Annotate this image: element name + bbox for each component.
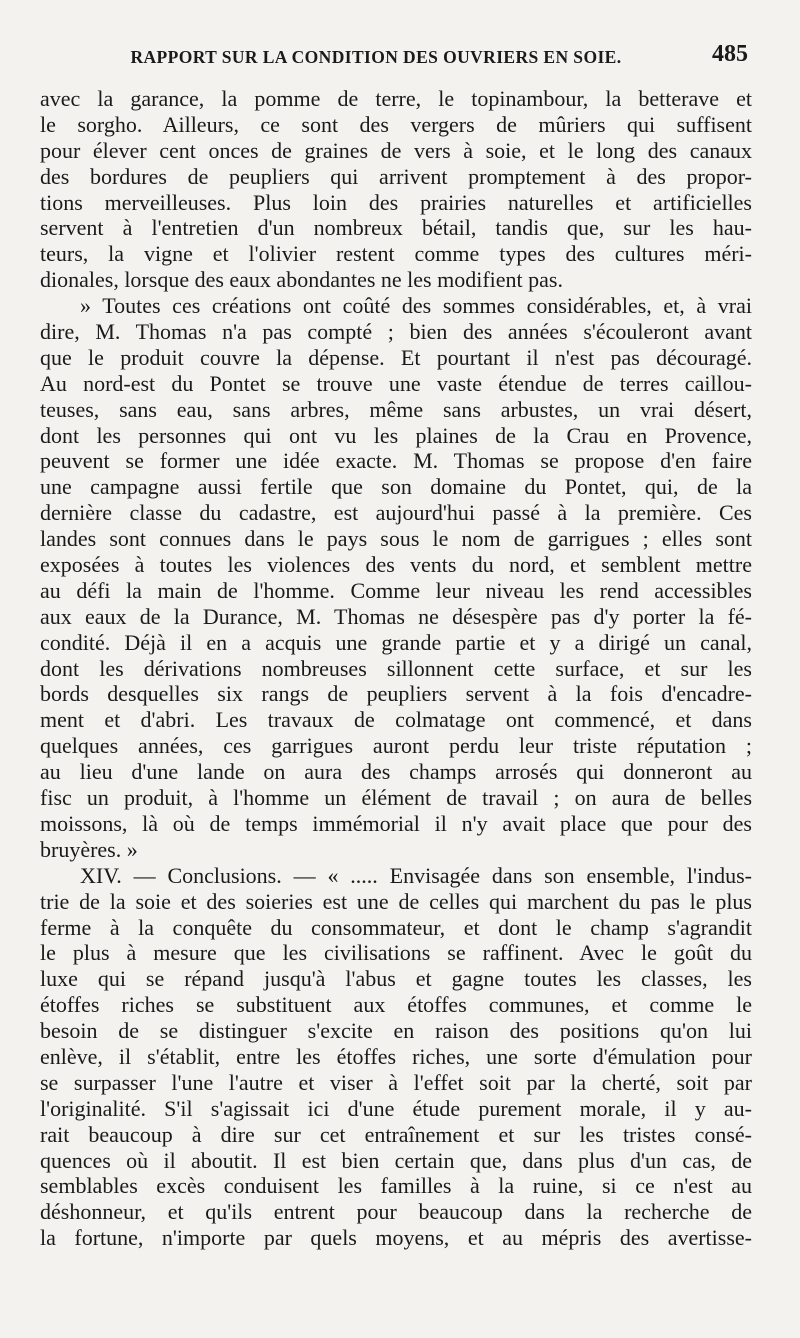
text-line: » Toutes ces créations ont coûté des sommes considérables, et, à vrai bbox=[80, 293, 752, 319]
text-line: luxe qui se répand jusqu'à l'abus et gagne toutes les classes, les bbox=[40, 966, 752, 992]
page-number: 485 bbox=[712, 41, 748, 67]
text-line: pour élever cent onces de graines de vers à soie, et le long des canaux bbox=[40, 137, 752, 163]
text-line: que le produit couvre la dépense. Et pourtant il n'est pas découragé. bbox=[40, 344, 752, 370]
text-line: bords desquelles six rangs de peupliers servent à la fois d'encadre- bbox=[40, 681, 752, 707]
text-line: landes sont connues dans le pays sous le nom de garrigues ; elles sont bbox=[40, 526, 752, 552]
text-line: dire, M. Thomas n'a pas compté ; bien des années s'écouleront avant bbox=[40, 319, 752, 345]
section-heading-line: XIV. — Conclusions. — « ..... Envisagée dans son ensemble, l'indus- bbox=[80, 862, 752, 888]
text-line: le sorgho. Ailleurs, ce sont des vergers de mûriers qui suffisent bbox=[40, 111, 752, 137]
text-line: dernière classe du cadastre, est aujourd'hui passé à la première. Ces bbox=[40, 500, 752, 526]
text-line: quences où il aboutit. Il est bien certain que, dans plus d'un cas, de bbox=[40, 1147, 752, 1173]
text-line: enlève, il s'établit, entre les étoffes riches, une sorte d'émulation pour bbox=[40, 1043, 752, 1069]
text-line: bruyères. » bbox=[40, 836, 138, 862]
text-line: l'originalité. S'il s'agissait ici d'une étude purement morale, il y au- bbox=[40, 1095, 752, 1121]
text-line: fisc un produit, à l'homme un élément de travail ; on aura de belles bbox=[40, 785, 752, 811]
text-line: dont les personnes qui ont vu les plaines de la Crau en Provence, bbox=[40, 422, 752, 448]
text-line: moissons, là où de temps immémorial il n'y avait place que pour des bbox=[40, 810, 752, 836]
running-title: RAPPORT SUR LA CONDITION DES OUVRIERS EN SOIE. bbox=[130, 47, 622, 67]
text-line: des bordures de peupliers qui arrivent promptement à des propor- bbox=[40, 163, 752, 189]
text-line: ferme à la conquête du consommateur, et dont le champ s'agrandit bbox=[40, 914, 752, 940]
text-line: trie de la soie et des soieries est une de celles qui marchent du pas le plus bbox=[40, 888, 752, 914]
text-line: exposées à toutes les violences des vents du nord, et semblent mettre bbox=[40, 552, 752, 578]
text-line: au défi la main de l'homme. Comme leur niveau les rend accessibles bbox=[40, 577, 752, 603]
running-head bbox=[40, 38, 748, 68]
text-line: besoin de se distinguer s'excite en raison des positions qu'on lui bbox=[40, 1018, 752, 1044]
text-line: la fortune, n'importe par quels moyens, et au mépris des avertisse- bbox=[40, 1225, 752, 1251]
text-line: tions merveilleuses. Plus loin des prairies naturelles et artificielles bbox=[40, 189, 752, 215]
text-line: déshonneur, et qu'ils entrent pour beaucoup dans la recherche de bbox=[40, 1199, 752, 1225]
text-line: avec la garance, la pomme de terre, le topinambour, la betterave et bbox=[40, 86, 752, 111]
text-line: teurs, la vigne et l'olivier restent comme types des cultures méri- bbox=[40, 241, 752, 267]
text-line: condité. Déjà il en a acquis une grande partie et y a dirigé un canal, bbox=[40, 629, 752, 655]
text-line: quelques années, ces garrigues auront perdu leur triste réputation ; bbox=[40, 733, 752, 759]
text-line: rait beaucoup à dire sur cet entraînement et sur les tristes consé- bbox=[40, 1121, 752, 1147]
text-line: peuvent se former une idée exacte. M. Thomas se propose d'en faire bbox=[40, 448, 752, 474]
text-line: servent à l'entretien d'un nombreux bétail, tandis que, sur les hau- bbox=[40, 215, 752, 241]
text-line: dionales, lorsque des eaux abondantes ne les modifient pas. bbox=[40, 267, 563, 293]
text-line: étoffes riches se substituent aux étoffes communes, et comme le bbox=[40, 992, 752, 1018]
text-line: semblables excès conduisent les familles à la ruine, si ce n'est au bbox=[40, 1173, 752, 1199]
text-line: Au nord-est du Pontet se trouve une vaste étendue de terres caillou- bbox=[40, 370, 752, 396]
text-line: dont les dérivations nombreuses sillonnent cette surface, et sur les bbox=[40, 655, 752, 681]
text-line: ment et d'abri. Les travaux de colmatage ont commencé, et dans bbox=[40, 707, 752, 733]
body-text bbox=[40, 86, 752, 1251]
text-line: teuses, sans eau, sans arbres, même sans arbustes, un vrai désert, bbox=[40, 396, 752, 422]
text-line: aux eaux de la Durance, M. Thomas ne désespère pas d'y porter la fé- bbox=[40, 603, 752, 629]
text-line: le plus à mesure que les civilisations se raffinent. Avec le goût du bbox=[40, 940, 752, 966]
text-line: au lieu d'une lande on aura des champs arrosés qui donneront au bbox=[40, 759, 752, 785]
text-line: une campagne aussi fertile que son domaine du Pontet, qui, de la bbox=[40, 474, 752, 500]
text-line: se surpasser l'une l'autre et viser à l'effet soit par la cherté, soit par bbox=[40, 1069, 752, 1095]
